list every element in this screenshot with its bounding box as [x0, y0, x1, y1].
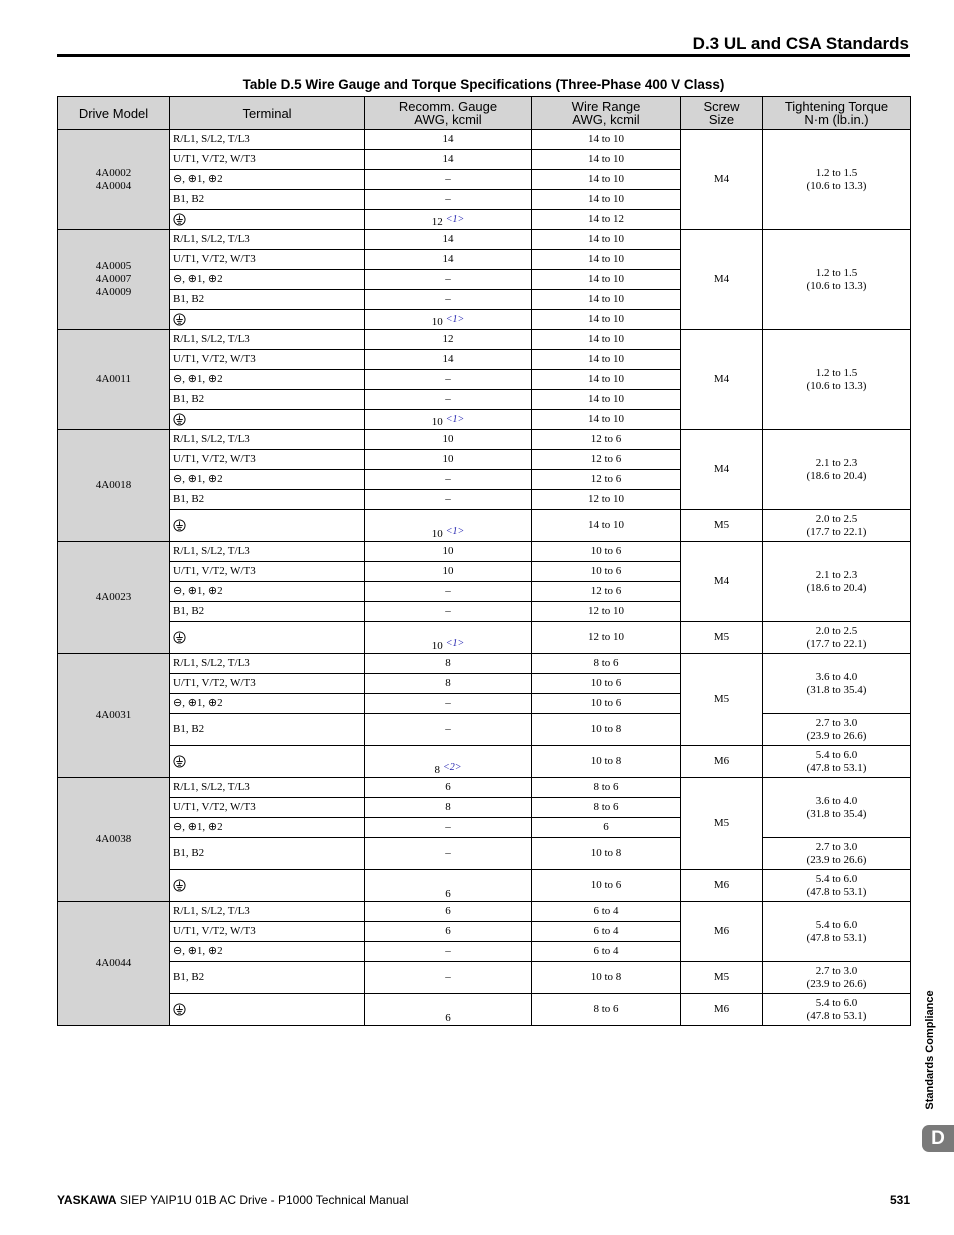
ground-terminal-icon: [173, 313, 186, 326]
ground-terminal-icon: [173, 1003, 186, 1016]
gauge-value: –: [445, 605, 451, 617]
terminal-cell: ⊖, ⊕1, ⊕2: [170, 170, 365, 190]
gauge-value: 14: [442, 253, 454, 265]
footnote-link[interactable]: <1>: [445, 638, 465, 649]
wire-range-cell: 8 to 6: [532, 994, 681, 1026]
terminal-cell: U/T1, V/T2, W/T3: [170, 562, 365, 582]
recomm-gauge-cell: [365, 250, 532, 270]
gauge-value: –: [445, 723, 451, 735]
terminal-cell: B1, B2: [170, 190, 365, 210]
wire-range-cell: 10 to 8: [532, 962, 681, 994]
gauge-value: –: [445, 373, 451, 385]
gauge-value: 10: [431, 528, 443, 540]
terminal-cell: ⊖, ⊕1, ⊕2: [170, 942, 365, 962]
table-row: [58, 962, 911, 994]
terminal-cell: ⊖, ⊕1, ⊕2: [170, 818, 365, 838]
footnote-link[interactable]: <2>: [443, 762, 462, 773]
header-rule: [57, 54, 910, 57]
gauge-value: –: [445, 585, 451, 597]
recomm-gauge-cell: [365, 370, 532, 390]
col-header-terminal: Terminal: [170, 97, 365, 130]
tightening-torque-cell: 5.4 to 6.0 (47.8 to 53.1): [763, 870, 911, 902]
col-header-wire-range: Wire Range AWG, kcmil: [532, 97, 681, 130]
recomm-gauge-cell: [365, 838, 532, 870]
tightening-torque-cell: 2.7 to 3.0 (23.9 to 26.6): [763, 838, 911, 870]
wire-range-cell: 14 to 10: [532, 290, 681, 310]
recomm-gauge-cell: [365, 290, 532, 310]
terminal-cell: U/T1, V/T2, W/T3: [170, 250, 365, 270]
wire-range-cell: 10 to 6: [532, 562, 681, 582]
drive-model-cell: 4A0031: [58, 654, 170, 778]
table-row: [58, 130, 911, 150]
drive-model-cell: 4A0011: [58, 330, 170, 430]
gauge-value: –: [445, 393, 451, 405]
wire-range-cell: 10 to 6: [532, 542, 681, 562]
side-tab-standards-compliance: [919, 990, 941, 1110]
terminal-cell: B1, B2: [170, 838, 365, 870]
drive-model-cell: 4A0023: [58, 542, 170, 654]
recomm-gauge-cell: [365, 942, 532, 962]
ground-terminal-icon: [173, 755, 186, 768]
recomm-gauge-cell: [365, 270, 532, 290]
screw-size-cell: M4: [681, 130, 763, 230]
recomm-gauge-cell: [365, 330, 532, 350]
ground-terminal-icon: [173, 213, 186, 226]
drive-model-cell: 4A0044: [58, 902, 170, 1026]
gauge-value: –: [445, 473, 451, 485]
table-row: [58, 902, 911, 922]
gauge-value: 10: [431, 640, 443, 652]
recomm-gauge-cell: [365, 210, 532, 230]
gauge-value: 8: [445, 677, 451, 689]
terminal-cell: R/L1, S/L2, T/L3: [170, 542, 365, 562]
recomm-gauge-cell: [365, 350, 532, 370]
recomm-gauge-cell: [365, 542, 532, 562]
gauge-value: 14: [442, 133, 454, 145]
gauge-value: –: [445, 821, 451, 833]
tightening-torque-cell: 3.6 to 4.0 (31.8 to 35.4): [763, 778, 911, 838]
gauge-value: 10: [431, 316, 443, 328]
wire-range-cell: 12 to 10: [532, 602, 681, 622]
footer-doc-title: SIEP YAIP1U 01B AC Drive - P1000 Technical Manual: [116, 1193, 409, 1207]
screw-size-cell: M5: [681, 510, 763, 542]
terminal-cell: U/T1, V/T2, W/T3: [170, 922, 365, 942]
recomm-gauge-cell: [365, 150, 532, 170]
gauge-value: 8: [445, 657, 451, 669]
footer-brand: YASKAWA: [57, 1193, 117, 1207]
recomm-gauge-cell: [365, 674, 532, 694]
wire-range-cell: 14 to 10: [532, 350, 681, 370]
terminal-cell: ⊖, ⊕1, ⊕2: [170, 470, 365, 490]
table-row: [58, 994, 911, 1026]
ground-terminal-cell: [170, 410, 365, 430]
wire-range-cell: 10 to 8: [532, 746, 681, 778]
drive-model-cell: 4A0005 4A0007 4A0009: [58, 230, 170, 330]
gauge-value: –: [445, 945, 451, 957]
tightening-torque-cell: 3.6 to 4.0 (31.8 to 35.4): [763, 654, 911, 714]
recomm-gauge-cell: [365, 714, 532, 746]
table-body: [58, 130, 911, 1026]
terminal-cell: R/L1, S/L2, T/L3: [170, 902, 365, 922]
ground-terminal-icon: [173, 413, 186, 426]
wire-range-cell: 14 to 10: [532, 370, 681, 390]
recomm-gauge-cell: [365, 390, 532, 410]
screw-size-cell: M6: [681, 870, 763, 902]
table-row: [58, 430, 911, 450]
recomm-gauge-cell: [365, 962, 532, 994]
recomm-gauge-cell: [365, 310, 532, 330]
terminal-cell: B1, B2: [170, 390, 365, 410]
screw-size-cell: M4: [681, 430, 763, 510]
terminal-cell: R/L1, S/L2, T/L3: [170, 130, 365, 150]
table-row: [58, 622, 911, 654]
drive-model-cell: 4A0018: [58, 430, 170, 542]
screw-size-cell: M6: [681, 994, 763, 1026]
wire-range-cell: 12 to 6: [532, 582, 681, 602]
drive-model-cell: 4A0038: [58, 778, 170, 902]
gauge-value: 14: [442, 233, 454, 245]
gauge-value: 6: [445, 888, 451, 900]
terminal-cell: B1, B2: [170, 714, 365, 746]
recomm-gauge-cell: [365, 798, 532, 818]
recomm-gauge-cell: [365, 190, 532, 210]
wire-range-cell: 6 to 4: [532, 942, 681, 962]
section-title: D.3 UL and CSA Standards: [692, 34, 909, 53]
gauge-value: 10: [442, 453, 454, 465]
recomm-gauge-cell: [365, 922, 532, 942]
recomm-gauge-cell: [365, 470, 532, 490]
footnote-link[interactable]: <1>: [445, 414, 465, 425]
gauge-value: 10: [442, 433, 454, 445]
tightening-torque-cell: 2.1 to 2.3 (18.6 to 20.4): [763, 542, 911, 622]
page-footer: [57, 1193, 910, 1207]
recomm-gauge-cell: [365, 430, 532, 450]
ground-terminal-icon: [173, 519, 186, 532]
screw-size-cell: M4: [681, 230, 763, 330]
recomm-gauge-cell: [365, 818, 532, 838]
wire-range-cell: 14 to 10: [532, 130, 681, 150]
gauge-value: 6: [445, 905, 451, 917]
screw-size-cell: M5: [681, 962, 763, 994]
wire-range-cell: 14 to 10: [532, 230, 681, 250]
tightening-torque-cell: 5.4 to 6.0 (47.8 to 53.1): [763, 902, 911, 962]
drive-model-cell: 4A0002 4A0004: [58, 130, 170, 230]
gauge-value: –: [445, 697, 451, 709]
gauge-value: –: [445, 493, 451, 505]
gauge-value: –: [445, 847, 451, 859]
wire-gauge-table: [57, 96, 911, 1026]
col-header-screw-size: Screw Size: [681, 97, 763, 130]
wire-range-cell: 14 to 10: [532, 330, 681, 350]
wire-range-cell: 10 to 8: [532, 838, 681, 870]
tightening-torque-cell: 2.7 to 3.0 (23.9 to 26.6): [763, 714, 911, 746]
wire-range-cell: 6 to 4: [532, 902, 681, 922]
terminal-cell: U/T1, V/T2, W/T3: [170, 350, 365, 370]
wire-range-cell: 12 to 10: [532, 490, 681, 510]
terminal-cell: U/T1, V/T2, W/T3: [170, 450, 365, 470]
col-header-tightening-torque: Tightening Torque N·m (lb.in.): [763, 97, 911, 130]
gauge-value: –: [445, 273, 451, 285]
tightening-torque-cell: 2.1 to 2.3 (18.6 to 20.4): [763, 430, 911, 510]
wire-range-cell: 14 to 12: [532, 210, 681, 230]
terminal-cell: B1, B2: [170, 490, 365, 510]
gauge-value: 14: [442, 353, 454, 365]
recomm-gauge-cell: [365, 410, 532, 430]
terminal-cell: ⊖, ⊕1, ⊕2: [170, 694, 365, 714]
gauge-value: –: [445, 971, 451, 983]
wire-range-cell: 10 to 6: [532, 694, 681, 714]
table-row: [58, 230, 911, 250]
terminal-cell: R/L1, S/L2, T/L3: [170, 654, 365, 674]
ground-terminal-cell: [170, 746, 365, 778]
terminal-cell: ⊖, ⊕1, ⊕2: [170, 582, 365, 602]
wire-range-cell: 14 to 10: [532, 190, 681, 210]
recomm-gauge-cell: [365, 490, 532, 510]
recomm-gauge-cell: [365, 582, 532, 602]
table-row: [58, 870, 911, 902]
col-header-recomm-gauge: Recomm. Gauge AWG, kcmil: [365, 97, 532, 130]
recomm-gauge-cell: [365, 170, 532, 190]
wire-range-cell: 14 to 10: [532, 310, 681, 330]
table-row: [58, 330, 911, 350]
wire-range-cell: 14 to 10: [532, 270, 681, 290]
wire-range-cell: 14 to 10: [532, 410, 681, 430]
terminal-cell: ⊖, ⊕1, ⊕2: [170, 370, 365, 390]
terminal-cell: U/T1, V/T2, W/T3: [170, 798, 365, 818]
recomm-gauge-cell: [365, 602, 532, 622]
screw-size-cell: M5: [681, 778, 763, 870]
gauge-value: 12: [431, 216, 443, 228]
wire-range-cell: 14 to 10: [532, 250, 681, 270]
gauge-value: 6: [445, 781, 451, 793]
ground-terminal-icon: [173, 879, 186, 892]
gauge-value: 8: [434, 764, 440, 776]
recomm-gauge-cell: [365, 694, 532, 714]
recomm-gauge-cell: [365, 510, 532, 542]
recomm-gauge-cell: [365, 778, 532, 798]
wire-range-cell: 12 to 6: [532, 430, 681, 450]
gauge-value: 10: [442, 565, 454, 577]
wire-range-cell: 8 to 6: [532, 654, 681, 674]
wire-range-cell: 6: [532, 818, 681, 838]
tightening-torque-cell: 2.0 to 2.5 (17.7 to 22.1): [763, 510, 911, 542]
wire-range-cell: 12 to 10: [532, 622, 681, 654]
gauge-value: 6: [445, 1012, 451, 1024]
screw-size-cell: M6: [681, 746, 763, 778]
screw-size-cell: M5: [681, 654, 763, 746]
recomm-gauge-cell: [365, 654, 532, 674]
side-tab-label: Standards Compliance: [924, 990, 936, 1110]
tightening-torque-cell: 5.4 to 6.0 (47.8 to 53.1): [763, 746, 911, 778]
tightening-torque-cell: 1.2 to 1.5 (10.6 to 13.3): [763, 130, 911, 230]
tightening-torque-cell: 5.4 to 6.0 (47.8 to 53.1): [763, 994, 911, 1026]
gauge-value: –: [445, 173, 451, 185]
screw-size-cell: M4: [681, 542, 763, 622]
wire-range-cell: 10 to 6: [532, 870, 681, 902]
ground-terminal-cell: [170, 210, 365, 230]
wire-range-cell: 14 to 10: [532, 390, 681, 410]
gauge-value: –: [445, 293, 451, 305]
recomm-gauge-cell: [365, 870, 532, 902]
ground-terminal-cell: [170, 994, 365, 1026]
terminal-cell: U/T1, V/T2, W/T3: [170, 674, 365, 694]
wire-range-cell: 10 to 6: [532, 674, 681, 694]
recomm-gauge-cell: [365, 130, 532, 150]
wire-range-cell: 6 to 4: [532, 922, 681, 942]
terminal-cell: B1, B2: [170, 602, 365, 622]
table-row: [58, 542, 911, 562]
screw-size-cell: M4: [681, 330, 763, 430]
screw-size-cell: M6: [681, 902, 763, 962]
recomm-gauge-cell: [365, 994, 532, 1026]
table-row: [58, 510, 911, 542]
recomm-gauge-cell: [365, 450, 532, 470]
wire-range-cell: 14 to 10: [532, 510, 681, 542]
tightening-torque-cell: 1.2 to 1.5 (10.6 to 13.3): [763, 230, 911, 330]
gauge-value: 6: [445, 925, 451, 937]
ground-terminal-cell: [170, 622, 365, 654]
ground-terminal-cell: [170, 870, 365, 902]
terminal-cell: U/T1, V/T2, W/T3: [170, 150, 365, 170]
table-row: [58, 778, 911, 798]
terminal-cell: R/L1, S/L2, T/L3: [170, 330, 365, 350]
footnote-link[interactable]: <1>: [445, 314, 465, 325]
terminal-cell: R/L1, S/L2, T/L3: [170, 230, 365, 250]
tightening-torque-cell: 2.7 to 3.0 (23.9 to 26.6): [763, 962, 911, 994]
table-title: Table D.5 Wire Gauge and Torque Specifications (Three-Phase 400 V Class): [242, 77, 725, 92]
table-row: [58, 714, 911, 746]
wire-range-cell: 14 to 10: [532, 170, 681, 190]
recomm-gauge-cell: [365, 622, 532, 654]
terminal-cell: B1, B2: [170, 962, 365, 994]
terminal-cell: B1, B2: [170, 290, 365, 310]
terminal-cell: R/L1, S/L2, T/L3: [170, 430, 365, 450]
tightening-torque-cell: 1.2 to 1.5 (10.6 to 13.3): [763, 330, 911, 430]
recomm-gauge-cell: [365, 746, 532, 778]
gauge-value: 14: [442, 153, 454, 165]
screw-size-cell: M5: [681, 622, 763, 654]
gauge-value: 8: [445, 801, 451, 813]
ground-terminal-cell: [170, 510, 365, 542]
ground-terminal-cell: [170, 310, 365, 330]
wire-range-cell: 8 to 6: [532, 778, 681, 798]
terminal-cell: ⊖, ⊕1, ⊕2: [170, 270, 365, 290]
page-number: 531: [889, 1193, 910, 1207]
wire-range-cell: 10 to 8: [532, 714, 681, 746]
table-row: [58, 746, 911, 778]
gauge-value: 10: [431, 416, 443, 428]
wire-range-cell: 12 to 6: [532, 470, 681, 490]
ground-terminal-icon: [173, 631, 186, 644]
table-header-row: [58, 97, 911, 130]
footnote-link[interactable]: <1>: [445, 526, 465, 537]
recomm-gauge-cell: [365, 902, 532, 922]
gauge-value: 10: [442, 545, 454, 557]
gauge-value: 12: [442, 333, 454, 345]
tightening-torque-cell: 2.0 to 2.5 (17.7 to 22.1): [763, 622, 911, 654]
terminal-cell: R/L1, S/L2, T/L3: [170, 778, 365, 798]
gauge-value: –: [445, 193, 451, 205]
table-row: [58, 838, 911, 870]
wire-range-cell: 14 to 10: [532, 150, 681, 170]
recomm-gauge-cell: [365, 230, 532, 250]
chapter-letter-tab: D: [922, 1125, 954, 1152]
recomm-gauge-cell: [365, 562, 532, 582]
wire-range-cell: 12 to 6: [532, 450, 681, 470]
footnote-link[interactable]: <1>: [445, 214, 465, 225]
col-header-drive-model: Drive Model: [58, 97, 170, 130]
table-row: [58, 654, 911, 674]
wire-range-cell: 8 to 6: [532, 798, 681, 818]
